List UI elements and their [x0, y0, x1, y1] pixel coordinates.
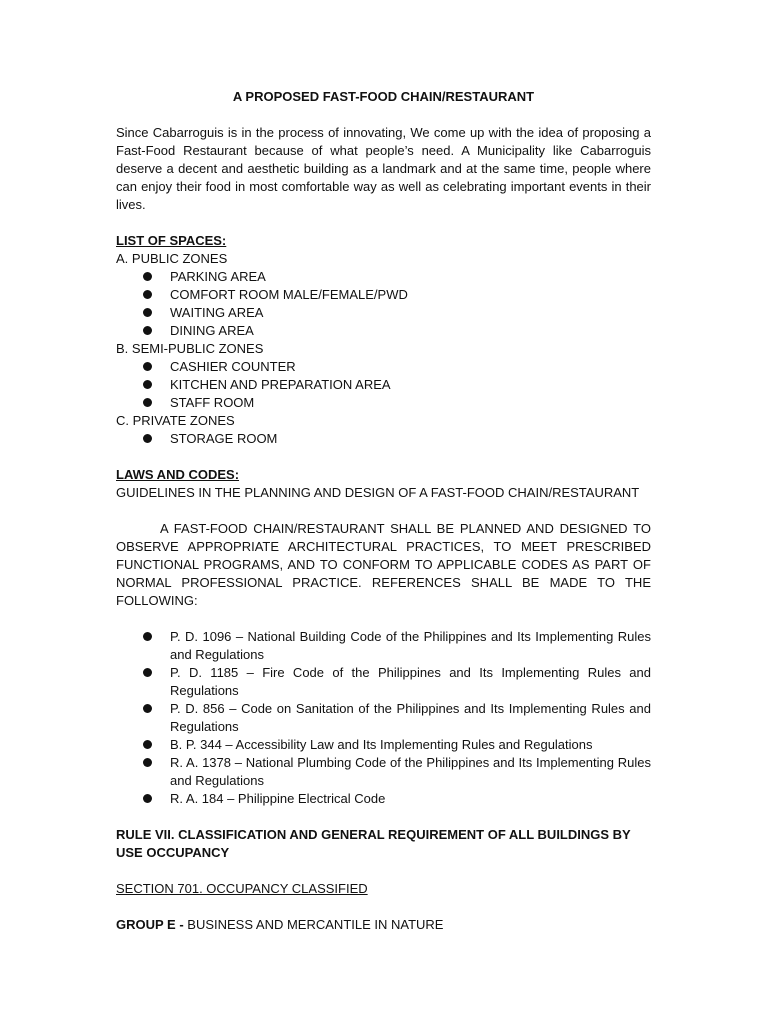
list-item	[116, 754, 651, 790]
zone-label-public: A. PUBLIC ZONES	[116, 251, 228, 266]
bullet-icon	[143, 740, 152, 749]
list-item-text: B. P. 344 – Accessibility Law and Its Implementing Rules and Regulations	[170, 737, 593, 752]
bullet-icon	[143, 308, 152, 317]
bullet-icon	[143, 326, 152, 335]
list-item-text: P. D. 856 – Code on Sanitation of the Philippines and Its Implementing Rules and Regulations	[170, 701, 651, 734]
bullet-icon	[143, 434, 152, 443]
bullet-icon	[143, 668, 152, 677]
list-item	[116, 304, 651, 322]
list-item-text: R. A. 1378 – National Plumbing Code of the Philippines and Its Implementing Rules and Regulations	[170, 755, 651, 788]
list-item-text: DINING AREA	[170, 323, 254, 338]
laws-list	[116, 628, 651, 808]
list-item	[116, 394, 651, 412]
list-item	[116, 322, 651, 340]
spaces-list	[116, 250, 651, 448]
list-item-text: PARKING AREA	[170, 269, 266, 284]
group-line	[116, 916, 651, 934]
list-item	[116, 358, 651, 376]
list-item	[116, 700, 651, 736]
list-item	[116, 790, 651, 808]
section-heading: SECTION 701. OCCUPANCY CLASSIFIED	[116, 881, 368, 896]
semi-public-zone-list	[116, 358, 651, 412]
list-item	[116, 736, 651, 754]
bullet-icon	[143, 758, 152, 767]
bullet-icon	[143, 380, 152, 389]
laws-paragraph: A FAST-FOOD CHAIN/RESTAURANT SHALL BE PLANNED AND DESIGNED TO OBSERVE APPROPRIATE ARCHITECTURAL PRACTICES, TO MEET PRESCRIBED FUNCTIONAL PROGRAMS, AND TO CONFORM TO APPLICABLE CODES AS PART OF NORMAL PROFESSIONAL PRACTICE. REFERENCES SHALL BE MADE TO THE FOLLOWING:	[116, 521, 651, 608]
list-item-text: COMFORT ROOM MALE/FEMALE/PWD	[170, 287, 408, 302]
bullet-icon	[143, 794, 152, 803]
laws-subheading: GUIDELINES IN THE PLANNING AND DESIGN OF A FAST-FOOD CHAIN/RESTAURANT	[116, 485, 640, 500]
spaces-heading: LIST OF SPACES:	[116, 233, 227, 248]
bullet-icon	[143, 272, 152, 281]
list-item	[116, 268, 651, 286]
list-item	[116, 376, 651, 394]
list-item	[116, 286, 651, 304]
laws-heading: LAWS AND CODES:	[116, 467, 240, 482]
list-item-text: STAFF ROOM	[170, 395, 255, 410]
zone-label-private: C. PRIVATE ZONES	[116, 413, 235, 428]
list-item-text: CASHIER COUNTER	[170, 359, 296, 374]
rule-heading: RULE VII. CLASSIFICATION AND GENERAL REQUIREMENT OF ALL BUILDINGS BY USE OCCUPANCY	[116, 827, 631, 860]
group-text: BUSINESS AND MERCANTILE IN NATURE	[183, 917, 444, 932]
bullet-icon	[143, 290, 152, 299]
bullet-icon	[143, 398, 152, 407]
bullet-icon	[143, 362, 152, 371]
group-label: GROUP E -	[116, 917, 184, 932]
intro-paragraph: Since Cabarroguis is in the process of innovating, We come up with the idea of proposing a Fast-Food Restaurant because of what people’s need. A Municipality like Cabarroguis deserve a decent and aesthetic building as a landmark and at the same time, people where can enjoy their food in most comfortable way as well as celebrating important events in their lives.	[116, 125, 651, 212]
bullet-icon	[143, 704, 152, 713]
list-item-text: KITCHEN AND PREPARATION AREA	[170, 377, 391, 392]
public-zone-list	[116, 268, 651, 340]
list-item-text: STORAGE ROOM	[170, 431, 278, 446]
list-item	[116, 430, 651, 448]
list-item-text: R. A. 184 – Philippine Electrical Code	[170, 791, 386, 806]
list-item	[116, 664, 651, 700]
list-item-text: WAITING AREA	[170, 305, 264, 320]
list-item-text: P. D. 1096 – National Building Code of the Philippines and Its Implementing Rules and Regulations	[170, 629, 651, 662]
private-zone-list	[116, 430, 651, 448]
document-title: A PROPOSED FAST-FOOD CHAIN/RESTAURANT	[232, 89, 535, 104]
zone-label-semi-public: B. SEMI-PUBLIC ZONES	[116, 341, 264, 356]
list-item	[116, 628, 651, 664]
list-item-text: P. D. 1185 – Fire Code of the Philippines and Its Implementing Rules and Regulations	[170, 665, 651, 698]
bullet-icon	[143, 632, 152, 641]
